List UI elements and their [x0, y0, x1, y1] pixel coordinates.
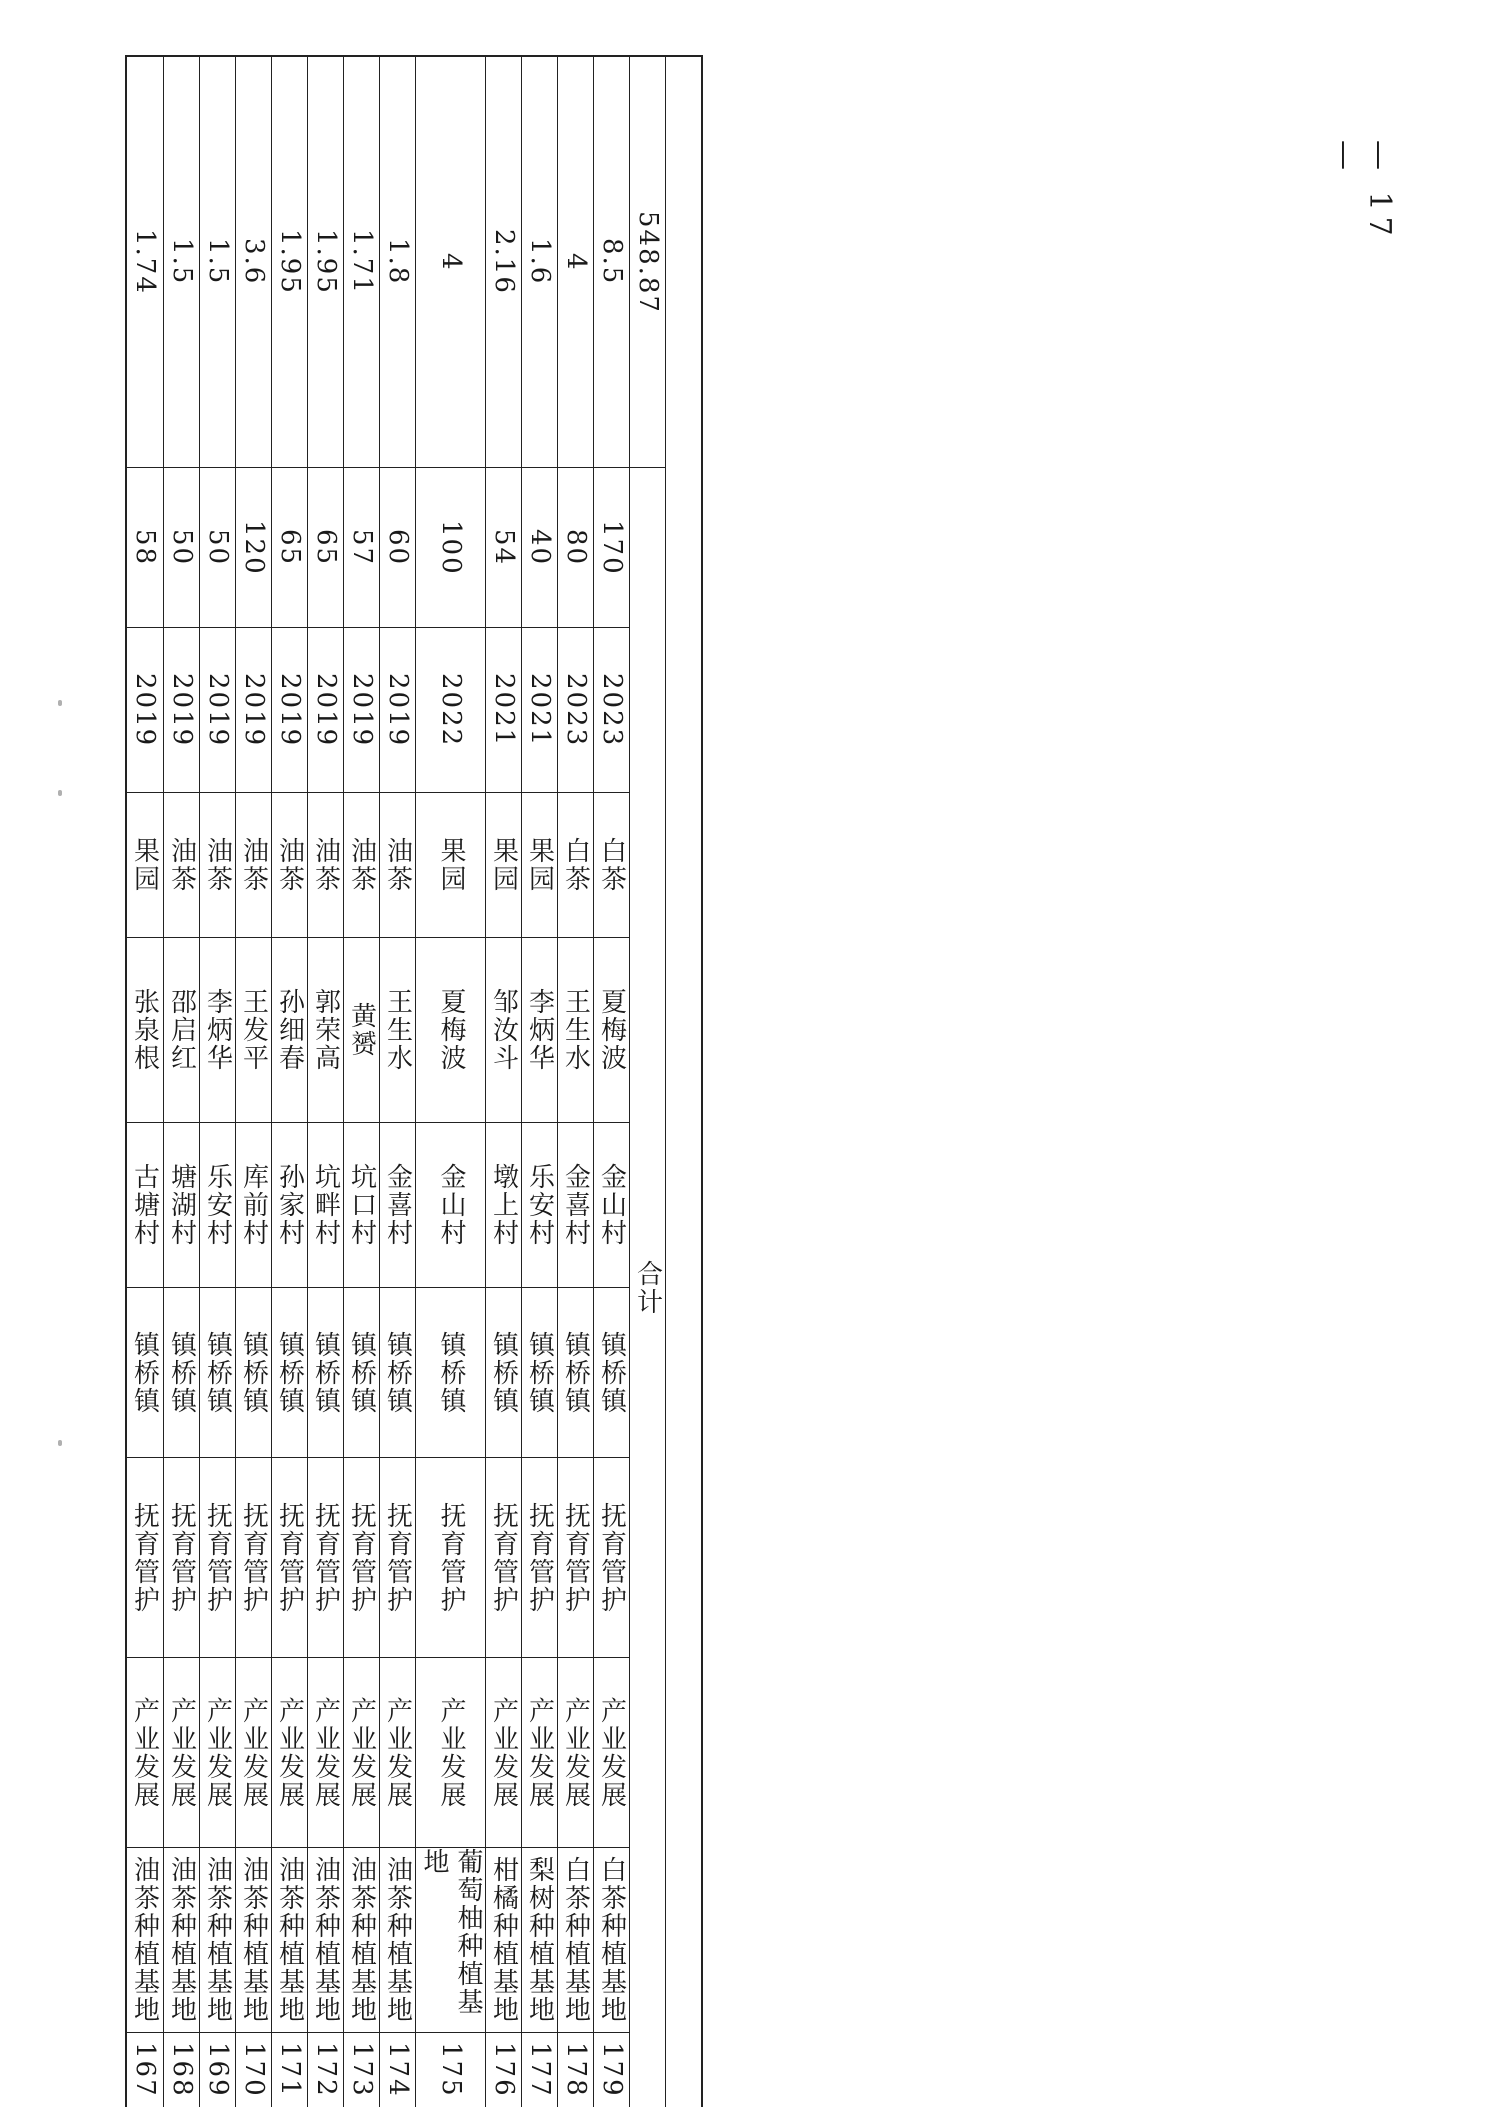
- table-cell-village: 坑口村: [344, 1122, 380, 1287]
- table-cell-no: 173: [344, 2032, 380, 2107]
- table-cell-village: 金山村: [416, 1122, 486, 1287]
- table-cell-owner: 孙细春: [272, 937, 308, 1122]
- table-cell-village: 金喜村: [380, 1122, 416, 1287]
- table-cell-owner: 王生水: [380, 937, 416, 1122]
- table-cell-area: 50: [164, 467, 200, 627]
- table-cell-category: 产业发展: [308, 1657, 344, 1847]
- table-cell-measure: 抚育管护: [200, 1457, 236, 1657]
- table-cell-area: 40: [522, 467, 558, 627]
- table-cell-measure: 抚育管护: [486, 1457, 522, 1657]
- table-cell-village: 孙家村: [272, 1122, 308, 1287]
- table-cell-year: 2019: [200, 627, 236, 792]
- table-cell-amount: 1.95: [275, 229, 305, 295]
- table-cell-owner: 邹汝斗: [486, 937, 522, 1122]
- table-cell-year: 2023: [594, 627, 630, 792]
- table-cell-name: 油茶种植基地: [308, 1847, 344, 2032]
- table-cell-town: 镇桥镇: [522, 1287, 558, 1457]
- table-cell-name: 油茶种植基地: [344, 1847, 380, 2032]
- table-cell-town: 镇桥镇: [236, 1287, 272, 1457]
- total-label: 合计: [630, 467, 666, 2107]
- table-cell-name: 油茶种植基地: [236, 1847, 272, 2032]
- table-cell-crop: 油茶: [308, 792, 344, 937]
- table-cell-owner: 夏梅波: [416, 937, 486, 1122]
- table-cell-area: 80: [558, 467, 594, 627]
- table-cell-owner: 张泉根: [127, 937, 163, 1122]
- table-row: [163, 57, 200, 2107]
- table-cell-category: 产业发展: [200, 1657, 236, 1847]
- table-cell-measure: 抚育管护: [522, 1457, 558, 1657]
- table-cell-area: 100: [416, 467, 486, 627]
- table-cell-town: 镇桥镇: [272, 1287, 308, 1457]
- table-cell-no: 179: [594, 2032, 630, 2107]
- table-cell-category: 产业发展: [486, 1657, 522, 1847]
- table-cell-crop: 油茶: [272, 792, 308, 937]
- table-cell-area: 54: [486, 467, 522, 627]
- table-cell-measure: 抚育管护: [164, 1457, 200, 1657]
- table-cell-no: 172: [308, 2032, 344, 2107]
- table-cell-no: 167: [127, 2032, 163, 2107]
- table-cell-village: 墩上村: [486, 1122, 522, 1287]
- table-cell-area: 65: [308, 467, 344, 627]
- table-cell-town: 镇桥镇: [486, 1287, 522, 1457]
- table-cell-category: 产业发展: [522, 1657, 558, 1847]
- table-cell-amount: 1.6: [525, 238, 555, 286]
- table-cell-owner: 郭荣高: [308, 937, 344, 1122]
- table-cell-owner: 李炳华: [200, 937, 236, 1122]
- table-row: [343, 57, 380, 2107]
- page-number: — 17 —: [1327, 140, 1397, 242]
- table-cell-no: 176: [486, 2032, 522, 2107]
- table-cell-measure: 抚育管护: [380, 1457, 416, 1657]
- table-cell-crop: 果园: [486, 792, 522, 937]
- table-cell-owner: 邵启红: [164, 937, 200, 1122]
- table-cell-village: 塘湖村: [164, 1122, 200, 1287]
- table-cell-town: 镇桥镇: [344, 1287, 380, 1457]
- table-cell-category: 产业发展: [416, 1657, 486, 1847]
- table-cell-village: 库前村: [236, 1122, 272, 1287]
- table-cell-owner: 夏梅波: [594, 937, 630, 1122]
- table-cell-crop: 油茶: [236, 792, 272, 937]
- table-row: [379, 57, 416, 2107]
- table-cell-crop: 果园: [522, 792, 558, 937]
- table-cell-amount: 1.5: [203, 238, 233, 286]
- table-cell-name: 油茶种植基地: [272, 1847, 308, 2032]
- table-cell-area: 65: [272, 467, 308, 627]
- table-row: [235, 57, 272, 2107]
- table-cell-amount: 3.6: [239, 238, 269, 286]
- table-cell-no: 169: [200, 2032, 236, 2107]
- table-cell-measure: 抚育管护: [272, 1457, 308, 1657]
- scan-speck: [58, 1440, 62, 1446]
- table-cell-category: 产业发展: [164, 1657, 200, 1847]
- table-cell-amount: 2.16: [489, 229, 519, 295]
- table-cell-town: 镇桥镇: [200, 1287, 236, 1457]
- table-cell-no: 177: [522, 2032, 558, 2107]
- table-cell-no: 178: [558, 2032, 594, 2107]
- table-cell-name: 油茶种植基地: [127, 1847, 163, 2032]
- table-cell-year: 2019: [272, 627, 308, 792]
- table-cell-no: 171: [272, 2032, 308, 2107]
- table-cell-category: 产业发展: [127, 1657, 163, 1847]
- table-cell-amount: 8.5: [597, 238, 627, 286]
- table-cell-year: 2019: [164, 627, 200, 792]
- table-cell-measure: 抚育管护: [344, 1457, 380, 1657]
- table-cell-category: 产业发展: [558, 1657, 594, 1847]
- project-table: [125, 55, 703, 2107]
- table-cell-name: 梨树种植基地: [522, 1847, 558, 2032]
- table-cell-town: 镇桥镇: [416, 1287, 486, 1457]
- table-cell-name: 白茶种植基地: [594, 1847, 630, 2032]
- table-row: [593, 57, 630, 2107]
- table-cell-area: 50: [200, 467, 236, 627]
- table-cell-area: 120: [236, 467, 272, 627]
- table-cell-crop: 油茶: [164, 792, 200, 937]
- table-cell-year: 2021: [522, 627, 558, 792]
- table-cell-town: 镇桥镇: [127, 1287, 163, 1457]
- table-cell-area: 57: [344, 467, 380, 627]
- table-cell-village: 古塘村: [127, 1122, 163, 1287]
- table-cell-crop: 白茶: [558, 792, 594, 937]
- table-cell-year: 2023: [558, 627, 594, 792]
- table-cell-amount: 1.71: [347, 229, 377, 295]
- table-cell-village: 金山村: [594, 1122, 630, 1287]
- table-cell-name: 白茶种植基地: [558, 1847, 594, 2032]
- table-cell-owner: 李炳华: [522, 937, 558, 1122]
- table-cell-year: 2019: [308, 627, 344, 792]
- table-cell-name: 柑橘种植基地: [486, 1847, 522, 2032]
- table-row: [307, 57, 344, 2107]
- table-cell-crop: 油茶: [344, 792, 380, 937]
- table-cell-measure: 抚育管护: [558, 1457, 594, 1657]
- table-cell-crop: 果园: [127, 792, 163, 937]
- table-cell-measure: 抚育管护: [308, 1457, 344, 1657]
- table-cell-area: 58: [127, 467, 163, 627]
- table-cell-area: 60: [380, 467, 416, 627]
- table-cell-year: 2019: [236, 627, 272, 792]
- table-cell-no: 168: [164, 2032, 200, 2107]
- total-row: [629, 57, 666, 2107]
- table-cell-measure: 抚育管护: [594, 1457, 630, 1657]
- table-row: [415, 57, 486, 2107]
- table-cell-category: 产业发展: [236, 1657, 272, 1847]
- table-row: [485, 57, 522, 2107]
- table-cell-owner: 黄赟: [344, 937, 380, 1122]
- table-row: [521, 57, 558, 2107]
- table-cell-year: 2019: [127, 627, 163, 792]
- table-cell-owner: 王生水: [558, 937, 594, 1122]
- table-cell-category: 产业发展: [344, 1657, 380, 1847]
- table-cell-amount: 1.8: [383, 238, 413, 286]
- table-cell-village: 金喜村: [558, 1122, 594, 1287]
- table-cell-town: 镇桥镇: [594, 1287, 630, 1457]
- table-cell-amount: 4: [561, 252, 591, 272]
- table-cell-amount: 1.5: [167, 238, 197, 286]
- table-cell-village: 乐安村: [200, 1122, 236, 1287]
- scan-speck: [58, 790, 62, 796]
- table-cell-area: 170: [594, 467, 630, 627]
- scan-speck: [58, 700, 62, 706]
- table-cell-crop: 白茶: [594, 792, 630, 937]
- table-cell-name: 油茶种植基地: [380, 1847, 416, 2032]
- table-cell-amount: 1.74: [130, 229, 160, 295]
- table-cell-no: 170: [236, 2032, 272, 2107]
- table-cell-crop: 果园: [416, 792, 486, 937]
- table-cell-name: 葡萄柚种植基地: [416, 1847, 486, 2032]
- table-cell-category: 产业发展: [272, 1657, 308, 1847]
- table-cell-year: 2019: [380, 627, 416, 792]
- table-cell-measure: 抚育管护: [236, 1457, 272, 1657]
- table-row: [199, 57, 236, 2107]
- total-amount: 548.87: [633, 210, 663, 314]
- table-cell-crop: 油茶: [380, 792, 416, 937]
- table-row: [127, 57, 163, 2107]
- table-cell-year: 2022: [416, 627, 486, 792]
- table-cell-town: 镇桥镇: [308, 1287, 344, 1457]
- table-cell-category: 产业发展: [380, 1657, 416, 1847]
- table-cell-year: 2021: [486, 627, 522, 792]
- table-cell-no: 175: [416, 2032, 486, 2107]
- table-cell-measure: 抚育管护: [416, 1457, 486, 1657]
- table-cell-town: 镇桥镇: [558, 1287, 594, 1457]
- table-cell-crop: 油茶: [200, 792, 236, 937]
- table-cell-measure: 抚育管护: [127, 1457, 163, 1657]
- table-row: [271, 57, 308, 2107]
- table-cell-village: 乐安村: [522, 1122, 558, 1287]
- blank-strip: [665, 57, 702, 2107]
- table-cell-town: 镇桥镇: [164, 1287, 200, 1457]
- table-cell-year: 2019: [344, 627, 380, 792]
- table-cell-town: 镇桥镇: [380, 1287, 416, 1457]
- table-cell-owner: 王发平: [236, 937, 272, 1122]
- table-row: [557, 57, 594, 2107]
- table-cell-name: 油茶种植基地: [164, 1847, 200, 2032]
- table-cell-amount: 1.95: [311, 229, 341, 295]
- table-cell-amount: 4: [436, 252, 466, 272]
- table-cell-village: 坑畔村: [308, 1122, 344, 1287]
- table-cell-no: 174: [380, 2032, 416, 2107]
- table-cell-name: 油茶种植基地: [200, 1847, 236, 2032]
- table-cell-category: 产业发展: [594, 1657, 630, 1847]
